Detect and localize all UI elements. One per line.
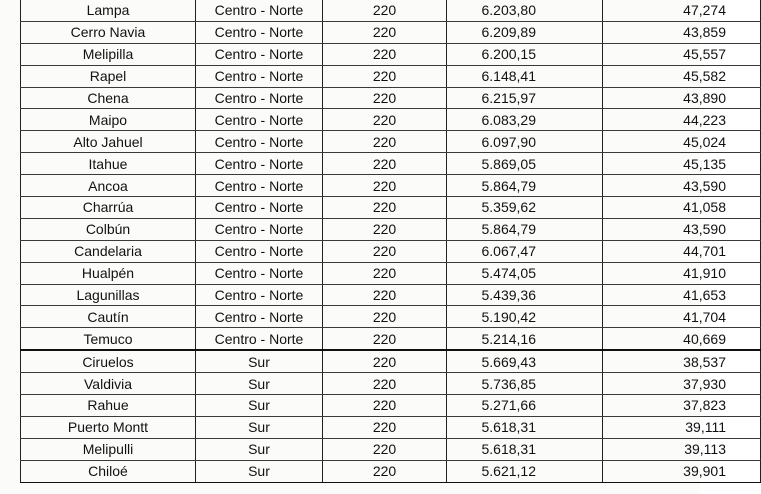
value-2-cell: 43,890 bbox=[603, 87, 761, 109]
table-row bbox=[21, 306, 761, 328]
value-1-cell: 5.618,31 bbox=[447, 438, 603, 460]
zone-cell: Centro - Norte bbox=[196, 175, 323, 197]
zone-cell: Centro - Norte bbox=[196, 131, 323, 153]
value-1-cell: 6.215,97 bbox=[447, 87, 603, 109]
substation-name-cell: Chiloé bbox=[21, 460, 196, 482]
voltage-cell: 220 bbox=[323, 21, 447, 43]
zone-cell: Centro - Norte bbox=[196, 43, 323, 65]
substation-name-cell: Ancoa bbox=[21, 175, 196, 197]
zone-cell: Sur bbox=[196, 460, 323, 482]
value-1-cell: 5.869,05 bbox=[447, 153, 603, 175]
value-2-cell: 38,537 bbox=[603, 350, 761, 372]
substation-name-cell: Chena bbox=[21, 87, 196, 109]
value-2-cell: 41,910 bbox=[603, 262, 761, 284]
table-row bbox=[21, 416, 761, 438]
value-1-cell: 5.271,66 bbox=[447, 395, 603, 417]
table-row bbox=[21, 218, 761, 240]
table-row bbox=[21, 109, 761, 131]
voltage-cell: 220 bbox=[323, 153, 447, 175]
value-1-cell: 6.083,29 bbox=[447, 109, 603, 131]
value-2-cell: 45,582 bbox=[603, 65, 761, 87]
table-body bbox=[21, 0, 761, 482]
substation-name-cell: Hualpén bbox=[21, 262, 196, 284]
value-1-cell: 5.439,36 bbox=[447, 284, 603, 306]
voltage-cell: 220 bbox=[323, 416, 447, 438]
value-2-cell: 39,111 bbox=[603, 416, 761, 438]
value-1-cell: 5.669,43 bbox=[447, 350, 603, 372]
table-row bbox=[21, 460, 761, 482]
voltage-cell: 220 bbox=[323, 43, 447, 65]
zone-cell: Centro - Norte bbox=[196, 218, 323, 240]
value-1-cell: 5.214,16 bbox=[447, 328, 603, 350]
value-1-cell: 5.736,85 bbox=[447, 373, 603, 395]
zone-cell: Centro - Norte bbox=[196, 21, 323, 43]
voltage-cell: 220 bbox=[323, 438, 447, 460]
value-2-cell: 37,930 bbox=[603, 373, 761, 395]
zone-cell: Sur bbox=[196, 350, 323, 372]
table-row bbox=[21, 0, 761, 21]
substation-name-cell: Charrúa bbox=[21, 197, 196, 219]
zone-cell: Centro - Norte bbox=[196, 240, 323, 262]
table-row bbox=[21, 395, 761, 417]
value-2-cell: 43,859 bbox=[603, 21, 761, 43]
substation-name-cell: Temuco bbox=[21, 328, 196, 350]
table-row bbox=[21, 328, 761, 350]
value-2-cell: 47,274 bbox=[603, 0, 761, 21]
zone-cell: Centro - Norte bbox=[196, 328, 323, 350]
zone-cell: Centro - Norte bbox=[196, 0, 323, 21]
substation-name-cell: Lagunillas bbox=[21, 284, 196, 306]
value-2-cell: 41,058 bbox=[603, 197, 761, 219]
substation-name-cell: Rahue bbox=[21, 395, 196, 417]
table-row bbox=[21, 43, 761, 65]
value-2-cell: 40,669 bbox=[603, 328, 761, 350]
voltage-cell: 220 bbox=[323, 395, 447, 417]
value-1-cell: 6.148,41 bbox=[447, 65, 603, 87]
value-1-cell: 5.190,42 bbox=[447, 306, 603, 328]
value-1-cell: 5.864,79 bbox=[447, 218, 603, 240]
zone-cell: Centro - Norte bbox=[196, 197, 323, 219]
substation-name-cell: Alto Jahuel bbox=[21, 131, 196, 153]
zone-cell: Sur bbox=[196, 438, 323, 460]
voltage-cell: 220 bbox=[323, 0, 447, 21]
table-row bbox=[21, 175, 761, 197]
voltage-cell: 220 bbox=[323, 218, 447, 240]
voltage-cell: 220 bbox=[323, 175, 447, 197]
table-row bbox=[21, 350, 761, 372]
substation-name-cell: Ciruelos bbox=[21, 350, 196, 372]
table-row bbox=[21, 284, 761, 306]
voltage-cell: 220 bbox=[323, 350, 447, 372]
value-2-cell: 43,590 bbox=[603, 175, 761, 197]
substation-name-cell: Cautín bbox=[21, 306, 196, 328]
voltage-cell: 220 bbox=[323, 197, 447, 219]
value-2-cell: 43,590 bbox=[603, 218, 761, 240]
substation-name-cell: Melipulli bbox=[21, 438, 196, 460]
value-1-cell: 6.209,89 bbox=[447, 21, 603, 43]
value-2-cell: 45,557 bbox=[603, 43, 761, 65]
value-2-cell: 39,901 bbox=[603, 460, 761, 482]
voltage-cell: 220 bbox=[323, 284, 447, 306]
value-2-cell: 41,704 bbox=[603, 306, 761, 328]
zone-cell: Sur bbox=[196, 416, 323, 438]
voltage-cell: 220 bbox=[323, 306, 447, 328]
voltage-cell: 220 bbox=[323, 109, 447, 131]
value-2-cell: 41,653 bbox=[603, 284, 761, 306]
zone-cell: Centro - Norte bbox=[196, 65, 323, 87]
substation-name-cell: Cerro Navia bbox=[21, 21, 196, 43]
voltage-cell: 220 bbox=[323, 87, 447, 109]
table-row bbox=[21, 438, 761, 460]
substation-name-cell: Puerto Montt bbox=[21, 416, 196, 438]
voltage-cell: 220 bbox=[323, 373, 447, 395]
value-1-cell: 5.359,62 bbox=[447, 197, 603, 219]
value-2-cell: 45,024 bbox=[603, 131, 761, 153]
substation-name-cell: Lampa bbox=[21, 0, 196, 21]
voltage-cell: 220 bbox=[323, 65, 447, 87]
table-row bbox=[21, 153, 761, 175]
substation-table bbox=[20, 0, 761, 483]
value-2-cell: 44,223 bbox=[603, 109, 761, 131]
zone-cell: Centro - Norte bbox=[196, 284, 323, 306]
zone-cell: Centro - Norte bbox=[196, 109, 323, 131]
value-1-cell: 5.618,31 bbox=[447, 416, 603, 438]
table-row bbox=[21, 21, 761, 43]
value-2-cell: 45,135 bbox=[603, 153, 761, 175]
value-2-cell: 39,113 bbox=[603, 438, 761, 460]
value-1-cell: 6.097,90 bbox=[447, 131, 603, 153]
zone-cell: Sur bbox=[196, 373, 323, 395]
substation-name-cell: Maipo bbox=[21, 109, 196, 131]
substation-name-cell: Itahue bbox=[21, 153, 196, 175]
table-row bbox=[21, 262, 761, 284]
zone-cell: Centro - Norte bbox=[196, 153, 323, 175]
value-1-cell: 5.864,79 bbox=[447, 175, 603, 197]
zone-cell: Centro - Norte bbox=[196, 306, 323, 328]
voltage-cell: 220 bbox=[323, 131, 447, 153]
value-1-cell: 5.474,05 bbox=[447, 262, 603, 284]
substation-name-cell: Colbún bbox=[21, 218, 196, 240]
voltage-cell: 220 bbox=[323, 460, 447, 482]
value-1-cell: 6.203,80 bbox=[447, 0, 603, 21]
voltage-cell: 220 bbox=[323, 240, 447, 262]
value-1-cell: 6.067,47 bbox=[447, 240, 603, 262]
table-row bbox=[21, 87, 761, 109]
zone-cell: Centro - Norte bbox=[196, 87, 323, 109]
table-row bbox=[21, 373, 761, 395]
table-row bbox=[21, 65, 761, 87]
voltage-cell: 220 bbox=[323, 262, 447, 284]
substation-name-cell: Candelaria bbox=[21, 240, 196, 262]
substation-name-cell: Rapel bbox=[21, 65, 196, 87]
value-1-cell: 5.621,12 bbox=[447, 460, 603, 482]
value-1-cell: 6.200,15 bbox=[447, 43, 603, 65]
substation-name-cell: Melipilla bbox=[21, 43, 196, 65]
zone-cell: Centro - Norte bbox=[196, 262, 323, 284]
voltage-cell: 220 bbox=[323, 328, 447, 350]
table-row bbox=[21, 240, 761, 262]
table-row bbox=[21, 131, 761, 153]
value-2-cell: 44,701 bbox=[603, 240, 761, 262]
substation-name-cell: Valdivia bbox=[21, 373, 196, 395]
zone-cell: Sur bbox=[196, 395, 323, 417]
value-2-cell: 37,823 bbox=[603, 395, 761, 417]
table-row bbox=[21, 197, 761, 219]
